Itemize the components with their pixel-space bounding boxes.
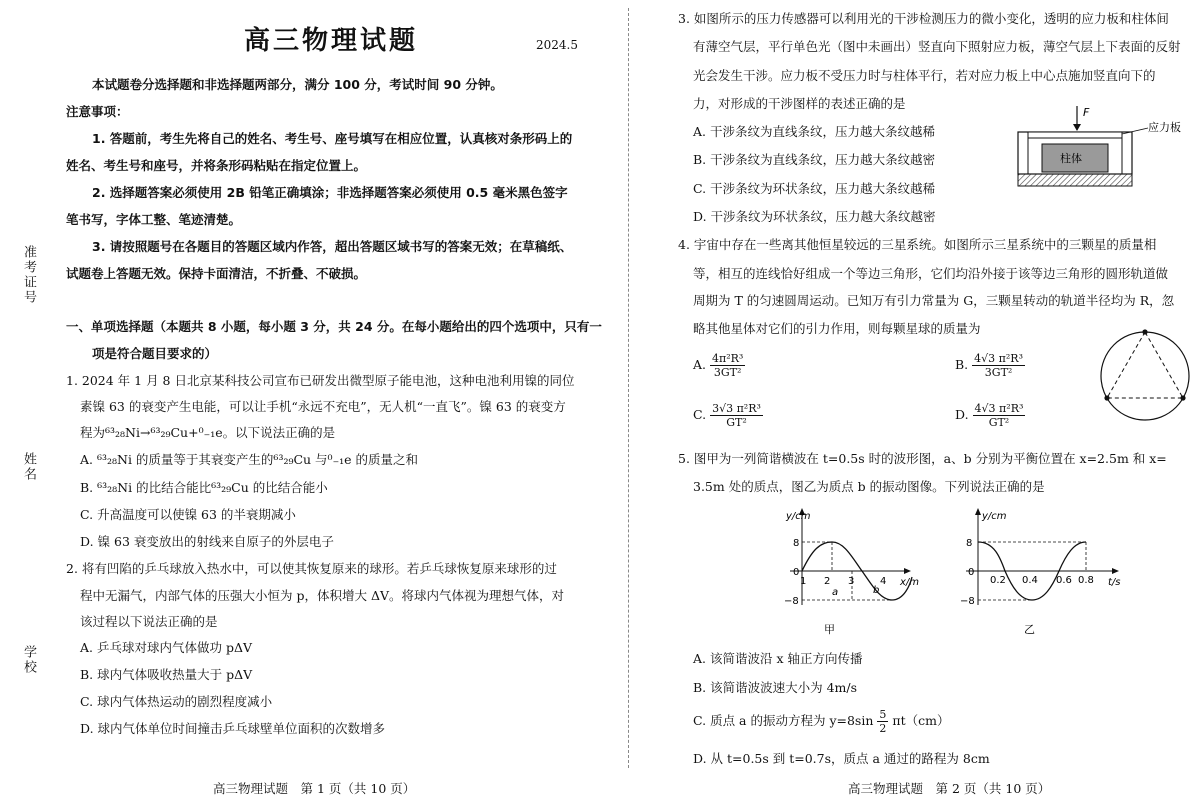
xtick: 4 (880, 576, 887, 587)
q5-option-b: B. 该简谐波波速大小为 4m/s (693, 680, 858, 695)
force-label: F (1083, 106, 1090, 119)
ytick: 8 (966, 538, 973, 549)
star-dot (1180, 395, 1185, 400)
q5-stem: 3.5m 处的质点，图乙为质点 b 的振动图像。下列说法正确的是 (693, 479, 1045, 494)
q3-option-c: C. 干涉条纹为环状条纹，压力越大条纹越稀 (693, 181, 936, 196)
q4-option-a: A. $\frac{\text{4π²R³}}{\text{3GT²}}$ (693, 352, 744, 379)
section-heading: 一、单项选择题（本题共 8 小题，每小题 3 分，共 24 分。在每小题给出的四个选项中，只有一 (66, 319, 602, 334)
notice-line: 姓名、考生号和座号，并将条形码粘贴在指定位置上。 (66, 158, 367, 173)
q3-option-a: A. 干涉条纹为直线条纹，压力越大条纹越稀 (693, 124, 935, 139)
point-b-label: b (873, 585, 880, 596)
wave-graph-jia (760, 505, 930, 640)
q3-option-b: B. 干涉条纹为直线条纹，压力越大条纹越密 (693, 152, 936, 167)
q2-stem: 2. 将有凹陷的乒乓球放入热水中，可以使其恢复原来的球形。若乒乓球恢复原来球形的过 (66, 561, 557, 576)
notice-line: 3. 请按照题号在各题目的答题区域内作答，超出答题区域书写的答案无效；在草稿纸、 (92, 239, 573, 254)
xtick: 0.6 (1056, 575, 1072, 586)
caption: 甲 (824, 623, 835, 636)
star-dot (1142, 329, 1147, 334)
ytick: 0 (793, 567, 800, 578)
ylabel: y/cm (786, 511, 811, 522)
q4-option-c: C. $\frac{\text{3√3 π²R³}}{\text{GT²}}$ (693, 402, 761, 429)
footer-left: 高三物理试题 第 1 页（共 10 页） (213, 781, 416, 796)
xtick: 1 (800, 576, 807, 587)
notice-line: 笔书写，字体工整、笔迹清楚。 (66, 212, 242, 227)
q2-option-b: B. 球内气体吸收热量大于 pΔV (80, 667, 253, 682)
q2-option-d: D. 球内气体单位时间撞击乒乓球壁单位面积的次数增多 (80, 721, 386, 736)
notice-line: 2. 选择题答案必须使用 2B 铅笔正确填涂；非选择题答案必须使用 0.5 毫米黑色签字 (92, 185, 568, 200)
section-heading: 项是符合题目要求的） (92, 346, 218, 361)
name-label: 姓名 (21, 452, 36, 482)
q4-stem: 4. 宇宙中存在一些离其他恒星较远的三星系统。如图所示三星系统中的三颗星的质量相 (678, 237, 1157, 252)
ylabel: y/cm (982, 511, 1007, 522)
q3-stem: 有薄空气层，平行单色光（图中未画出）竖直向下照射应力板，薄空气层上下表面的反射 (693, 39, 1181, 54)
notice-line: 1. 答题前，考生先将自己的姓名、考生号、座号填写在相应位置，认真核对条形码上的 (92, 131, 573, 146)
force-arrowhead (1073, 124, 1081, 131)
q1-stem: 1. 2024 年 1 月 8 日北京某科技公司宣布已研发出微型原子能电池，这种电池利用镍的同位 (66, 373, 575, 388)
q1-option-b: B. ⁶³₂₈Ni 的比结合能比⁶³₂₉Cu 的比结合能小 (80, 480, 328, 495)
q5-option-a: A. 该简谐波沿 x 轴正方向传播 (693, 651, 863, 666)
q1-option-c: C. 升高温度可以使镍 63 的半衰期减小 (80, 507, 296, 522)
orbit-circle (1101, 332, 1189, 420)
q3-option-d: D. 干涉条纹为环状条纹，压力越大条纹越密 (693, 209, 936, 224)
q4-stem: 周期为 T 的匀速圆周运动。已知万有引力常量为 G，三颗星转动的轨道半径均为 R，忽 (693, 293, 1175, 308)
triangle (1107, 332, 1183, 398)
q2-stem: 该过程以下说法正确的是 (80, 614, 218, 629)
point-a-label: a (832, 587, 839, 598)
q4-stem: 略其他星体对它们的引力作用，则每颗星球的质量为 (693, 321, 981, 336)
q3-stem: 光会发生干涉。应力板不受压力时与柱体平行，若对应力板上中心点施加竖直向下的 (693, 68, 1156, 83)
pressure-sensor-diagram (1010, 104, 1192, 190)
xtick: 3 (848, 576, 855, 587)
q3-stem: 3. 如图所示的压力传感器可以利用光的干涉检测压力的微小变化，透明的应力板和柱体间 (678, 11, 1169, 26)
caption: 乙 (1024, 623, 1035, 636)
intro-text: 本试题卷分选择题和非选择题两部分，满分 100 分，考试时间 90 分钟。 (92, 77, 503, 92)
q4-option-b: B. $\frac{\text{4√3 π²R³}}{\text{3GT²}}$ (955, 352, 1023, 379)
q3-stem: 力，对形成的干涉图样的表述正确的是 (693, 96, 906, 111)
xtick: 2 (824, 576, 831, 587)
q5-option-d: D. 从 t=0.5s 到 t=0.7s，质点 a 通过的路程为 8cm (693, 751, 990, 766)
q4-option-d: D. $\frac{\text{4√3 π²R³}}{\text{GT²}}$ (955, 402, 1024, 429)
base-ground (1018, 174, 1132, 186)
xlabel: x/m (900, 577, 920, 588)
ytick: −8 (960, 596, 975, 607)
star-dot (1104, 395, 1109, 400)
q2-option-a: A. 乒乓球对球内气体做功 pΔV (80, 640, 253, 655)
footer-right: 高三物理试题 第 2 页（共 10 页） (848, 781, 1051, 796)
q1-option-d: D. 镍 63 衰变放出的射线来自原子的外层电子 (80, 534, 334, 549)
q1-stem: 素镍 63 的衰变产生电能，可以让手机“永远不充电”，无人机“一直飞”。镍 63 的衰变方 (80, 399, 566, 414)
ytick: −8 (784, 596, 799, 607)
notice-line: 试题卷上答题无效。保持卡面清洁，不折叠、不破损。 (66, 266, 367, 281)
q1-stem: 程为⁶³₂₈Ni→⁶³₂₉Cu+⁰₋₁e。以下说法正确的是 (80, 425, 336, 440)
three-star-diagram (1095, 326, 1195, 426)
q5-stem: 5. 图甲为一列简谐横波在 t=0.5s 时的波形图，a、b 分别为平衡位置在 x=2.5m 和 x= (678, 451, 1167, 466)
xtick: 0.2 (990, 575, 1006, 586)
q1-option-a: A. ⁶³₂₈Ni 的质量等于其衰变产生的⁶³₂₉Cu 与⁰₋₁e 的质量之和 (80, 452, 419, 467)
notice-title: 注意事项： (66, 104, 129, 119)
column-label: 柱体 (1060, 152, 1082, 165)
q2-option-c: C. 球内气体热运动的剧烈程度减小 (80, 694, 273, 709)
ytick: 8 (793, 538, 800, 549)
exam-number-label: 准考证号 (21, 245, 36, 305)
q5-option-c: C. 质点 a 的振动方程为 y=8sin $\frac{5}{2}$ πt（cm） (693, 708, 950, 735)
q2-stem: 程中无漏气，内部气体的压强大小恒为 p，体积增大 ΔV。将球内气体视为理想气体，对 (80, 588, 565, 603)
xtick: 0.4 (1022, 575, 1038, 586)
q4-stem: 等，相互的连线恰好组成一个等边三角形，它们均沿外接于该等边三角形的圆形轨道做 (693, 266, 1169, 281)
xlabel: t/s (1108, 577, 1121, 588)
school-label: 学校 (21, 645, 36, 675)
page-title: 高三物理试题 (244, 26, 419, 56)
plate-label: 应力板 (1148, 121, 1181, 134)
xtick: 0.8 (1078, 575, 1094, 586)
page-divider (628, 8, 629, 768)
ytick: 0 (968, 567, 975, 578)
exam-date: 2024.5 (536, 38, 578, 52)
vibration-graph-yi (950, 505, 1130, 640)
